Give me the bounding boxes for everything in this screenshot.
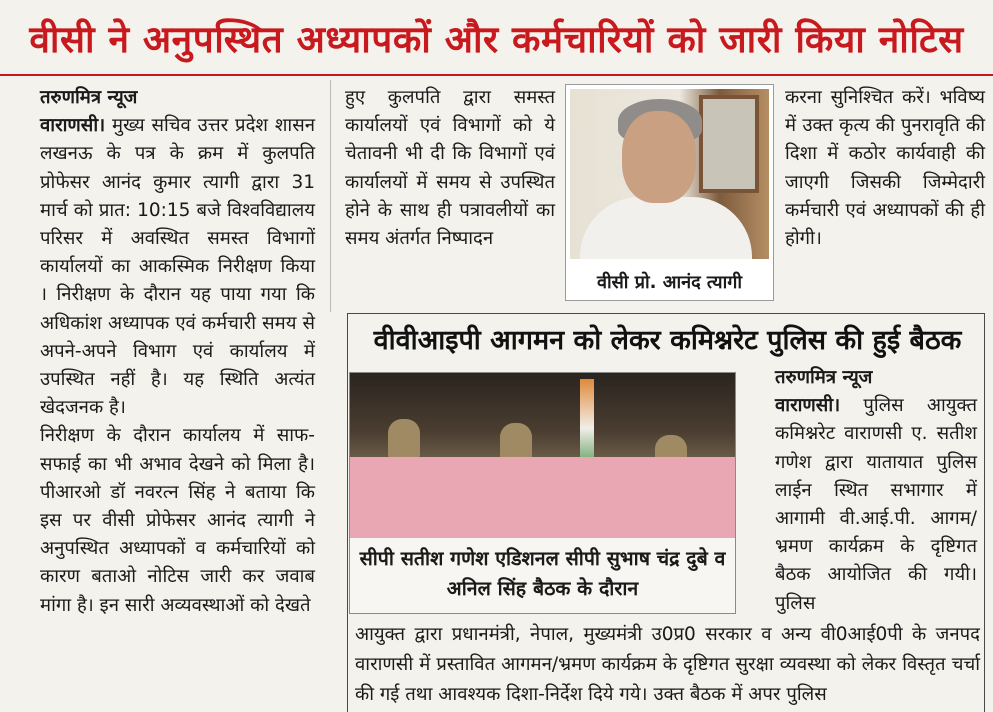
vc-photo (565, 84, 774, 301)
article1-lead (10, 112, 315, 422)
meeting-photo (349, 372, 736, 614)
article1-column1 (10, 84, 315, 620)
headline-vc-notice: वीसी ने अनुपस्थित अध्यापकों और कर्मचारियों को जारी किया नोटिस (0, 0, 993, 76)
meeting-image (350, 373, 735, 538)
vc-portrait-image (570, 89, 769, 259)
article1-column2 (345, 84, 555, 253)
meeting-photo-caption: सीपी सतीश गणेश एडिशनल सीपी सुभाष चंद्र दुबे व अनिल सिंह बैठक के दौरान (359, 547, 726, 600)
vc-photo-caption: वीसी प्रो. आनंद त्यागी (596, 272, 743, 293)
article2-dateline: वाराणसी। (775, 395, 841, 417)
article2-bottom-text: आयुक्त द्वारा प्रधानमंत्री, नेपाल, मुख्यमंत्री उ0प्र0 सरकार व अन्य वी0आई0पी के जनपद वाराणसी में प्रस्तावित आगमन/भ्रमण कार्यक्रम के दृष्टिगत सुरक्षा व्यवस्था को लेकर विस्तृत चर्चा की गई तथा आवश्यक दिशा-निर्देश दिये गये। उक्त बैठक में अपर पुलिस (355, 624, 980, 705)
column-divider (330, 80, 331, 312)
article1-dateline: वाराणसी। (40, 115, 106, 137)
article2-byline: तरुणमित्र न्यूज (775, 367, 873, 388)
article2-column (745, 364, 977, 618)
headline-vvip-meeting: वीवीआइपी आगमन को लेकर कमिश्नरेट पुलिस की हुई बैठक (373, 325, 962, 356)
article1-byline: तरुणमित्र न्यूज (40, 87, 138, 108)
article1-lead-text: मुख्य सचिव उत्तर प्रदेश शासन लखनऊ के पत्र के क्रम में कुलपति प्रोफेसर आनंद कुमार त्यागी द्वारा 31 मार्च को प्रात: 10:15 बजे विश्वविद्यालय परिसर में अवस्थित समस्त विभागों कार्यालयों का आकस्मिक निरीक्षण किया । निरीक्षण के दौरान यह पाया गया कि अधिकांश अध्यापक एवं कर्मचारी समय से अपने-अपने विभाग एवं कार्यालय में उपस्थित नहीं है। यह स्थिति अत्यंत खेदजनक है। (40, 115, 315, 419)
article2-lead (745, 392, 977, 618)
article2-lead-text: पुलिस आयुक्त कमिश्नरेट वाराणसी ए. सतीश गणेश द्वारा यातायात पुलिस लाईन स्थित सभागार में आगामी वी.आई.पी. आगम/ भ्रमण कार्यक्रम के दृष्टिगत बैठक आयोजित की गयी। पुलिस (775, 395, 977, 614)
article1-column3 (785, 84, 985, 253)
article1-col2-text: हुए कुलपति द्वारा समस्त कार्यालयों एवं विभागों को ये चेतावनी भी दी कि विभागों एवं कार्यालयों में समय से उपस्थित होने के साथ ही पत्रावलीयों का समय अंतर्गत निष्पादन (345, 87, 555, 250)
article1-para2: निरीक्षण के दौरान कार्यालय में साफ-सफाई का भी अभाव देखने को मिला है। पीआरओ डॉ नवरत्न सिंह ने बताया कि इस पर वीसी प्रोफेसर आनंद त्यागी ने अनुपस्थित अध्यापकों व कर्मचारियों को कारण बताओ नोटिस जारी कर जवाब मांगा है। इन सारी अव्यवस्थाओं को देखते (40, 425, 315, 616)
article1-col3-text: करना सुनिश्चित करें। भविष्य में उक्त कृत्य की पुनरावृति की दिशा में कठोर कार्यवाही की जाएगी जिसकी जिम्मेदारी कर्मचारी एवं अध्यापकों की ही होगी। (785, 87, 985, 250)
